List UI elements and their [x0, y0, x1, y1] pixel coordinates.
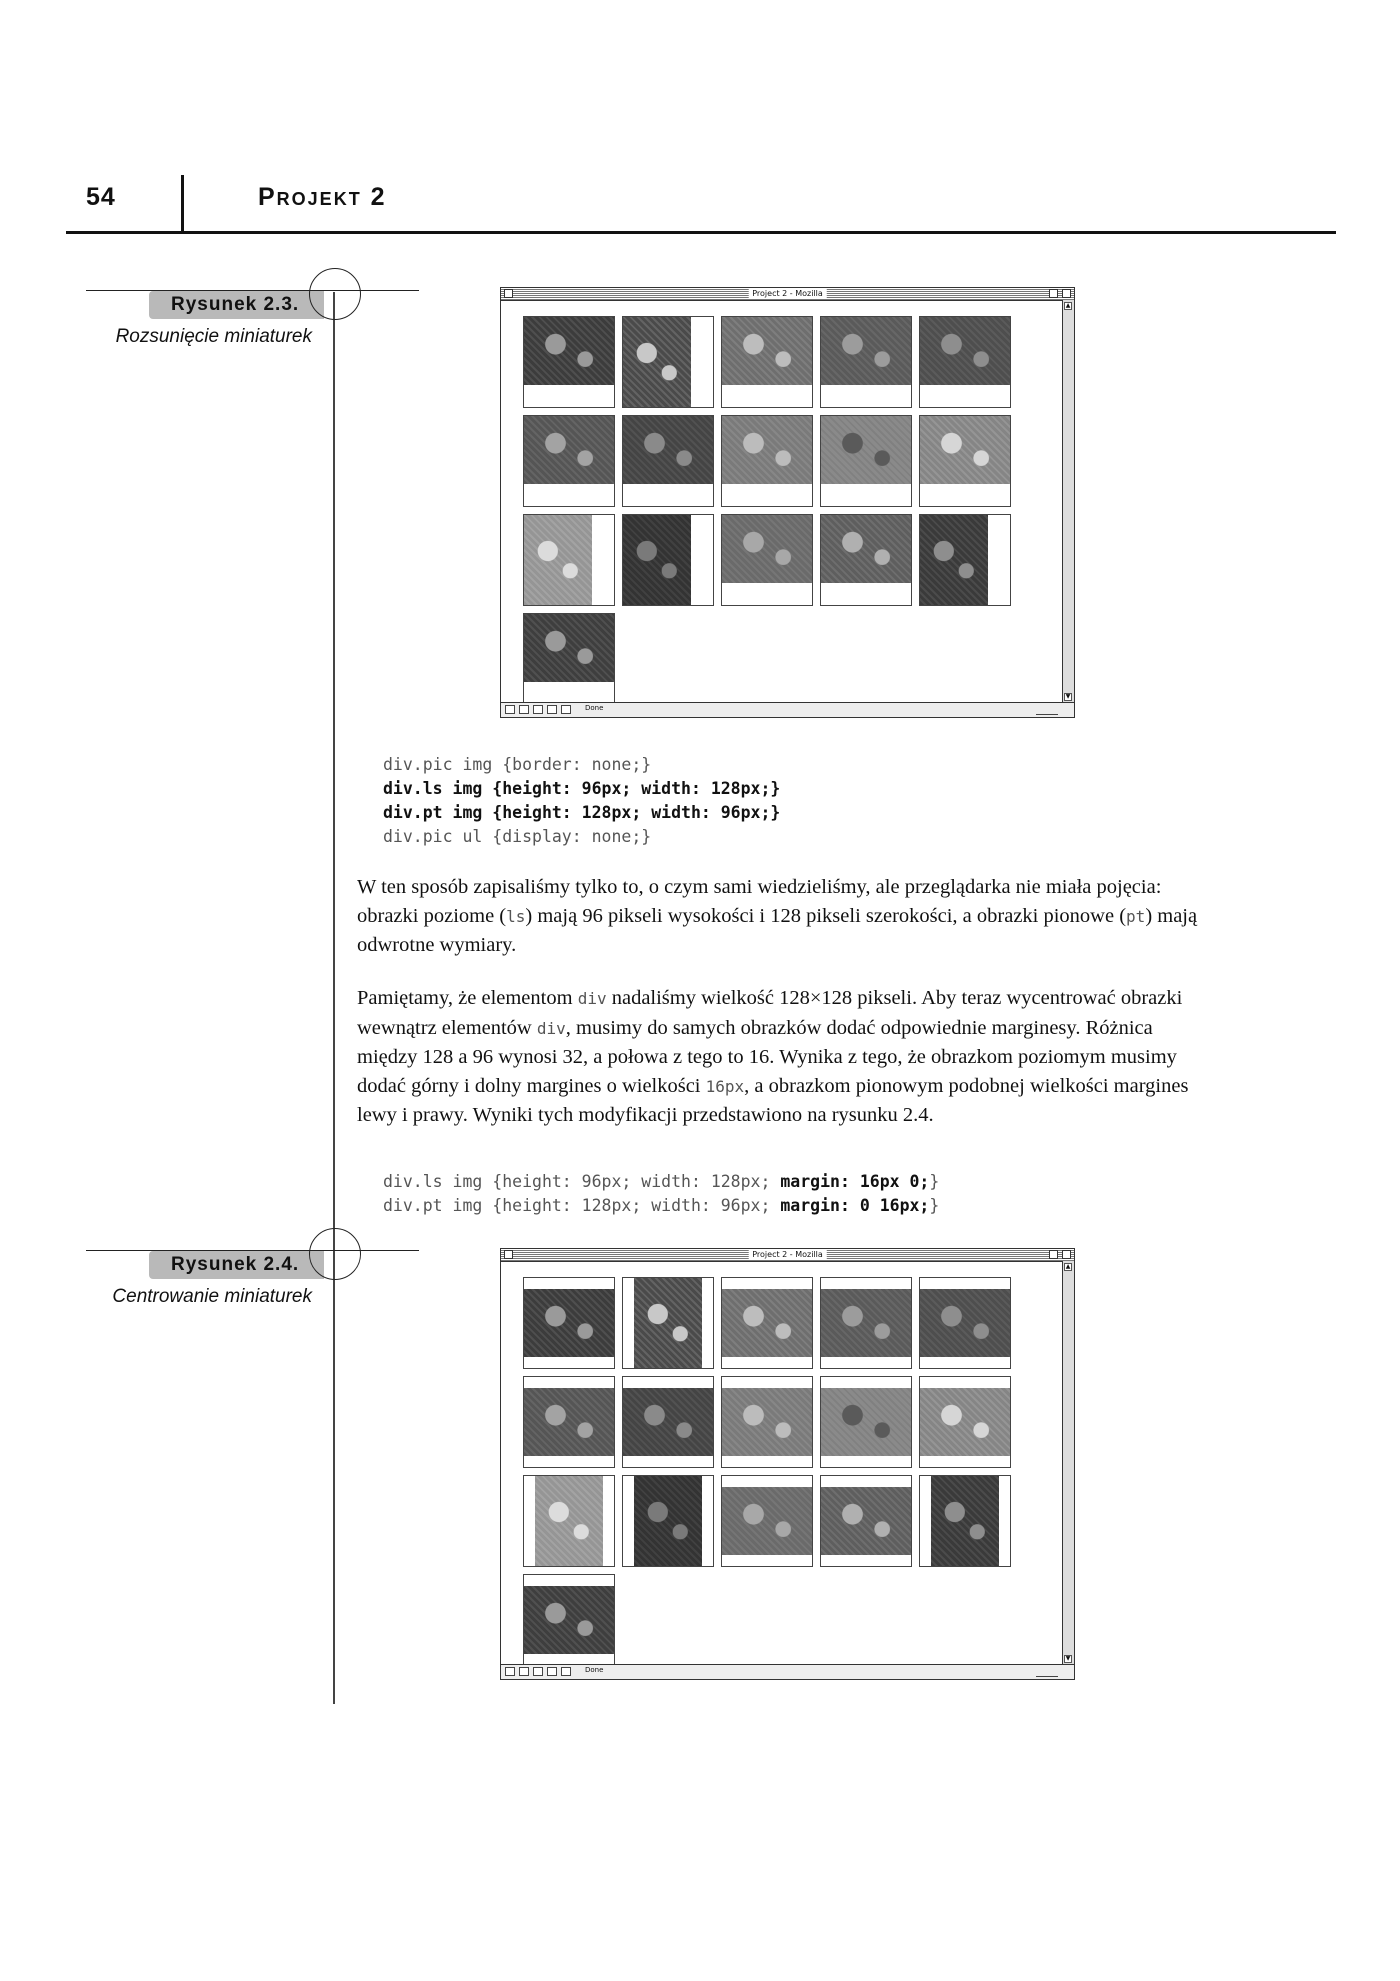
scroll-down-icon[interactable]: ▼ — [1065, 693, 1071, 700]
composer-icon[interactable] — [533, 705, 543, 714]
thumbnail-image[interactable] — [931, 1476, 999, 1566]
thumbnail-image[interactable] — [722, 317, 812, 385]
figure-caption: Centrowanie miniaturek — [112, 1286, 312, 1307]
thumbnail-cell[interactable] — [523, 613, 615, 705]
code-line: div.pic ul {display: none;} — [383, 827, 652, 846]
collapse-box-icon[interactable] — [1062, 1250, 1071, 1259]
status-text: Done — [585, 1666, 604, 1674]
inline-code: pt — [1126, 906, 1146, 926]
thumbnail-image[interactable] — [623, 416, 713, 484]
thumbnail-cell[interactable] — [919, 1475, 1011, 1567]
thumbnail-cell[interactable] — [721, 316, 813, 408]
vertical-scrollbar[interactable] — [1062, 300, 1074, 703]
close-box-icon[interactable] — [504, 289, 513, 298]
thumbnail-image[interactable] — [920, 1388, 1010, 1456]
chat-icon[interactable] — [561, 705, 571, 714]
margin-rule — [333, 292, 335, 1704]
thumbnail-image[interactable] — [722, 1388, 812, 1456]
thumbnail-image[interactable] — [821, 1289, 911, 1357]
paragraph-text: W ten sposób zapisaliśmy tylko to, o czym sami wiedzieliśmy, ale przeglądarka nie miała pojęcia: obrazki poziome ( — [357, 876, 1162, 927]
thumbnail-cell[interactable] — [721, 1277, 813, 1369]
scroll-up-icon[interactable]: ▲ — [1065, 1263, 1071, 1270]
scroll-up-icon[interactable]: ▲ — [1065, 302, 1071, 309]
thumbnail-cell[interactable] — [820, 415, 912, 507]
thumbnail-cell[interactable] — [622, 415, 714, 507]
figure-marker — [309, 268, 361, 320]
status-bar — [501, 702, 1074, 717]
navigator-icon[interactable] — [505, 1667, 515, 1676]
window-titlebar[interactable] — [501, 1249, 1074, 1262]
code-highlight: margin: 0 16px; — [780, 1196, 930, 1215]
thumbnail-image[interactable] — [524, 1388, 614, 1456]
code-block — [383, 753, 780, 849]
thumbnail-image[interactable] — [722, 416, 812, 484]
thumbnail-cell[interactable] — [919, 415, 1011, 507]
mail-icon[interactable] — [519, 1667, 529, 1676]
paragraph-text: ) mają 96 pikseli wysokości i 128 pikseli szerokości, a obrazki pionowe ( — [525, 904, 1127, 927]
thumbnail-cell[interactable] — [622, 514, 714, 606]
paragraph-text: , musimy do samych obrazków dodać odpowiednie marginesy. Różnica między 128 a 96 wynosi 32, a połowa z tego to 16. Wynika z tego, że obrazkom poziomym musimy dodać górny i dolny margines o wielkości — [357, 1016, 1177, 1097]
thumbnail-image[interactable] — [821, 1388, 911, 1456]
thumbnail-image[interactable] — [920, 515, 988, 605]
window-title: Project 2 - Mozilla — [748, 288, 827, 299]
thumbnail-cell[interactable] — [721, 514, 813, 606]
inline-code: ls — [506, 906, 526, 926]
thumbnail-cell[interactable] — [721, 1475, 813, 1567]
chapter-title: Projekt 2 — [258, 183, 387, 211]
thumbnail-cell[interactable] — [523, 514, 615, 606]
inline-code: 16px — [705, 1076, 745, 1096]
thumbnail-image[interactable] — [623, 515, 691, 605]
thumbnail-cell[interactable] — [919, 1277, 1011, 1369]
thumbnail-cell[interactable] — [820, 1475, 912, 1567]
thumbnail-cell[interactable] — [523, 1376, 615, 1468]
thumbnail-cell[interactable] — [523, 415, 615, 507]
thumbnail-image[interactable] — [524, 614, 614, 682]
status-text: Done — [585, 704, 604, 712]
thumbnail-image[interactable] — [634, 1476, 702, 1566]
code-highlight: margin: 16px 0; — [780, 1172, 930, 1191]
thumbnail-image[interactable] — [535, 1476, 603, 1566]
browser-window — [500, 1248, 1075, 1680]
thumbnail-image[interactable] — [524, 317, 614, 385]
code-line: div.pt img {height: 128px; width: 96px;} — [383, 803, 781, 822]
thumbnail-image[interactable] — [524, 1289, 614, 1357]
window-titlebar[interactable] — [501, 288, 1074, 301]
thumbnail-image[interactable] — [634, 1278, 702, 1368]
code-text: } — [929, 1172, 940, 1191]
thumbnail-image[interactable] — [821, 317, 911, 385]
thumbnail-cell[interactable] — [820, 1376, 912, 1468]
thumbnail-cell[interactable] — [820, 316, 912, 408]
thumbnail-image[interactable] — [722, 1487, 812, 1555]
thumbnail-image[interactable] — [920, 1289, 1010, 1357]
collapse-box-icon[interactable] — [1062, 289, 1071, 298]
paragraph-text: nadaliśmy wielkość 128×128 pikseli. Aby teraz wycentrować obrazki wewnątrz elementów — [357, 987, 1183, 1039]
code-block — [383, 1170, 939, 1218]
thumbnail-cell[interactable] — [523, 316, 615, 408]
thumbnail-cell[interactable] — [919, 1376, 1011, 1468]
address-book-icon[interactable] — [547, 705, 557, 714]
thumbnail-cell[interactable] — [919, 514, 1011, 606]
thumbnail-image[interactable] — [524, 416, 614, 484]
navigator-icon[interactable] — [505, 705, 515, 714]
paragraph-text: ) mają odwrotne wymiary. — [357, 904, 1198, 957]
thumbnail-cell[interactable] — [820, 514, 912, 606]
status-bar — [501, 1664, 1074, 1679]
code-line — [383, 1170, 939, 1194]
inline-code: div — [536, 1018, 566, 1038]
code-line: div.pic img {border: none;} — [383, 755, 652, 774]
browser-window — [500, 287, 1075, 718]
chat-icon[interactable] — [561, 1667, 571, 1676]
thumbnail-image[interactable] — [524, 515, 592, 605]
thumbnail-image[interactable] — [722, 515, 812, 583]
code-text: } — [929, 1196, 940, 1215]
inline-code: div — [577, 989, 607, 1008]
code-text: div.ls img {height: 96px; width: 128px; — [383, 1172, 781, 1191]
header-rule — [66, 231, 1336, 234]
header-divider — [181, 175, 184, 233]
vertical-scrollbar[interactable] — [1062, 1261, 1074, 1665]
paragraph-text: Pamiętamy, że elementom — [357, 987, 578, 1009]
thumbnail-cell[interactable] — [622, 1277, 714, 1369]
thumbnail-image[interactable] — [524, 1586, 614, 1654]
thumbnail-cell[interactable] — [721, 1376, 813, 1468]
page-number: 54 — [86, 183, 116, 211]
zoom-box-icon[interactable] — [1049, 1250, 1058, 1259]
thumbnail-image[interactable] — [920, 317, 1010, 385]
security-icon — [1036, 1667, 1058, 1677]
paragraph — [357, 984, 1207, 1130]
thumbnail-cell[interactable] — [622, 1475, 714, 1567]
mail-icon[interactable] — [519, 705, 529, 714]
thumbnail-cell[interactable] — [919, 316, 1011, 408]
thumbnail-image[interactable] — [821, 1487, 911, 1555]
code-text: div.pt img {height: 128px; width: 96px; — [383, 1196, 781, 1215]
code-line: div.ls img {height: 96px; width: 128px;} — [383, 779, 781, 798]
thumbnail-image[interactable] — [821, 515, 911, 583]
zoom-box-icon[interactable] — [1049, 289, 1058, 298]
thumbnail-cell[interactable] — [523, 1574, 615, 1666]
thumbnail-cell[interactable] — [721, 415, 813, 507]
close-box-icon[interactable] — [504, 1250, 513, 1259]
thumbnail-cell[interactable] — [622, 1376, 714, 1468]
figure-label: Rysunek 2.4. — [149, 1251, 324, 1279]
thumbnail-image[interactable] — [722, 1289, 812, 1357]
address-book-icon[interactable] — [547, 1667, 557, 1676]
code-line — [383, 1194, 939, 1218]
security-icon — [1036, 705, 1058, 715]
figure-caption: Rozsunięcie miniaturek — [115, 326, 312, 347]
figure-label: Rysunek 2.3. — [149, 291, 324, 319]
paragraph-text: , a obrazkom pionowym podobnej wielkości margines lewy i prawy. Wyniki tych modyfikacji przedstawiono na rysunku 2.4. — [357, 1074, 1189, 1127]
composer-icon[interactable] — [533, 1667, 543, 1676]
thumbnail-image[interactable] — [920, 416, 1010, 484]
figure-marker — [309, 1228, 361, 1280]
scroll-down-icon[interactable]: ▼ — [1065, 1655, 1071, 1662]
thumbnail-image[interactable] — [623, 317, 691, 407]
thumbnail-cell[interactable] — [523, 1475, 615, 1567]
thumbnail-cell[interactable] — [523, 1277, 615, 1369]
window-title: Project 2 - Mozilla — [748, 1249, 827, 1260]
paragraph — [357, 873, 1207, 960]
thumbnail-image[interactable] — [821, 416, 911, 484]
thumbnail-cell[interactable] — [622, 316, 714, 408]
thumbnail-cell[interactable] — [820, 1277, 912, 1369]
thumbnail-image[interactable] — [623, 1388, 713, 1456]
